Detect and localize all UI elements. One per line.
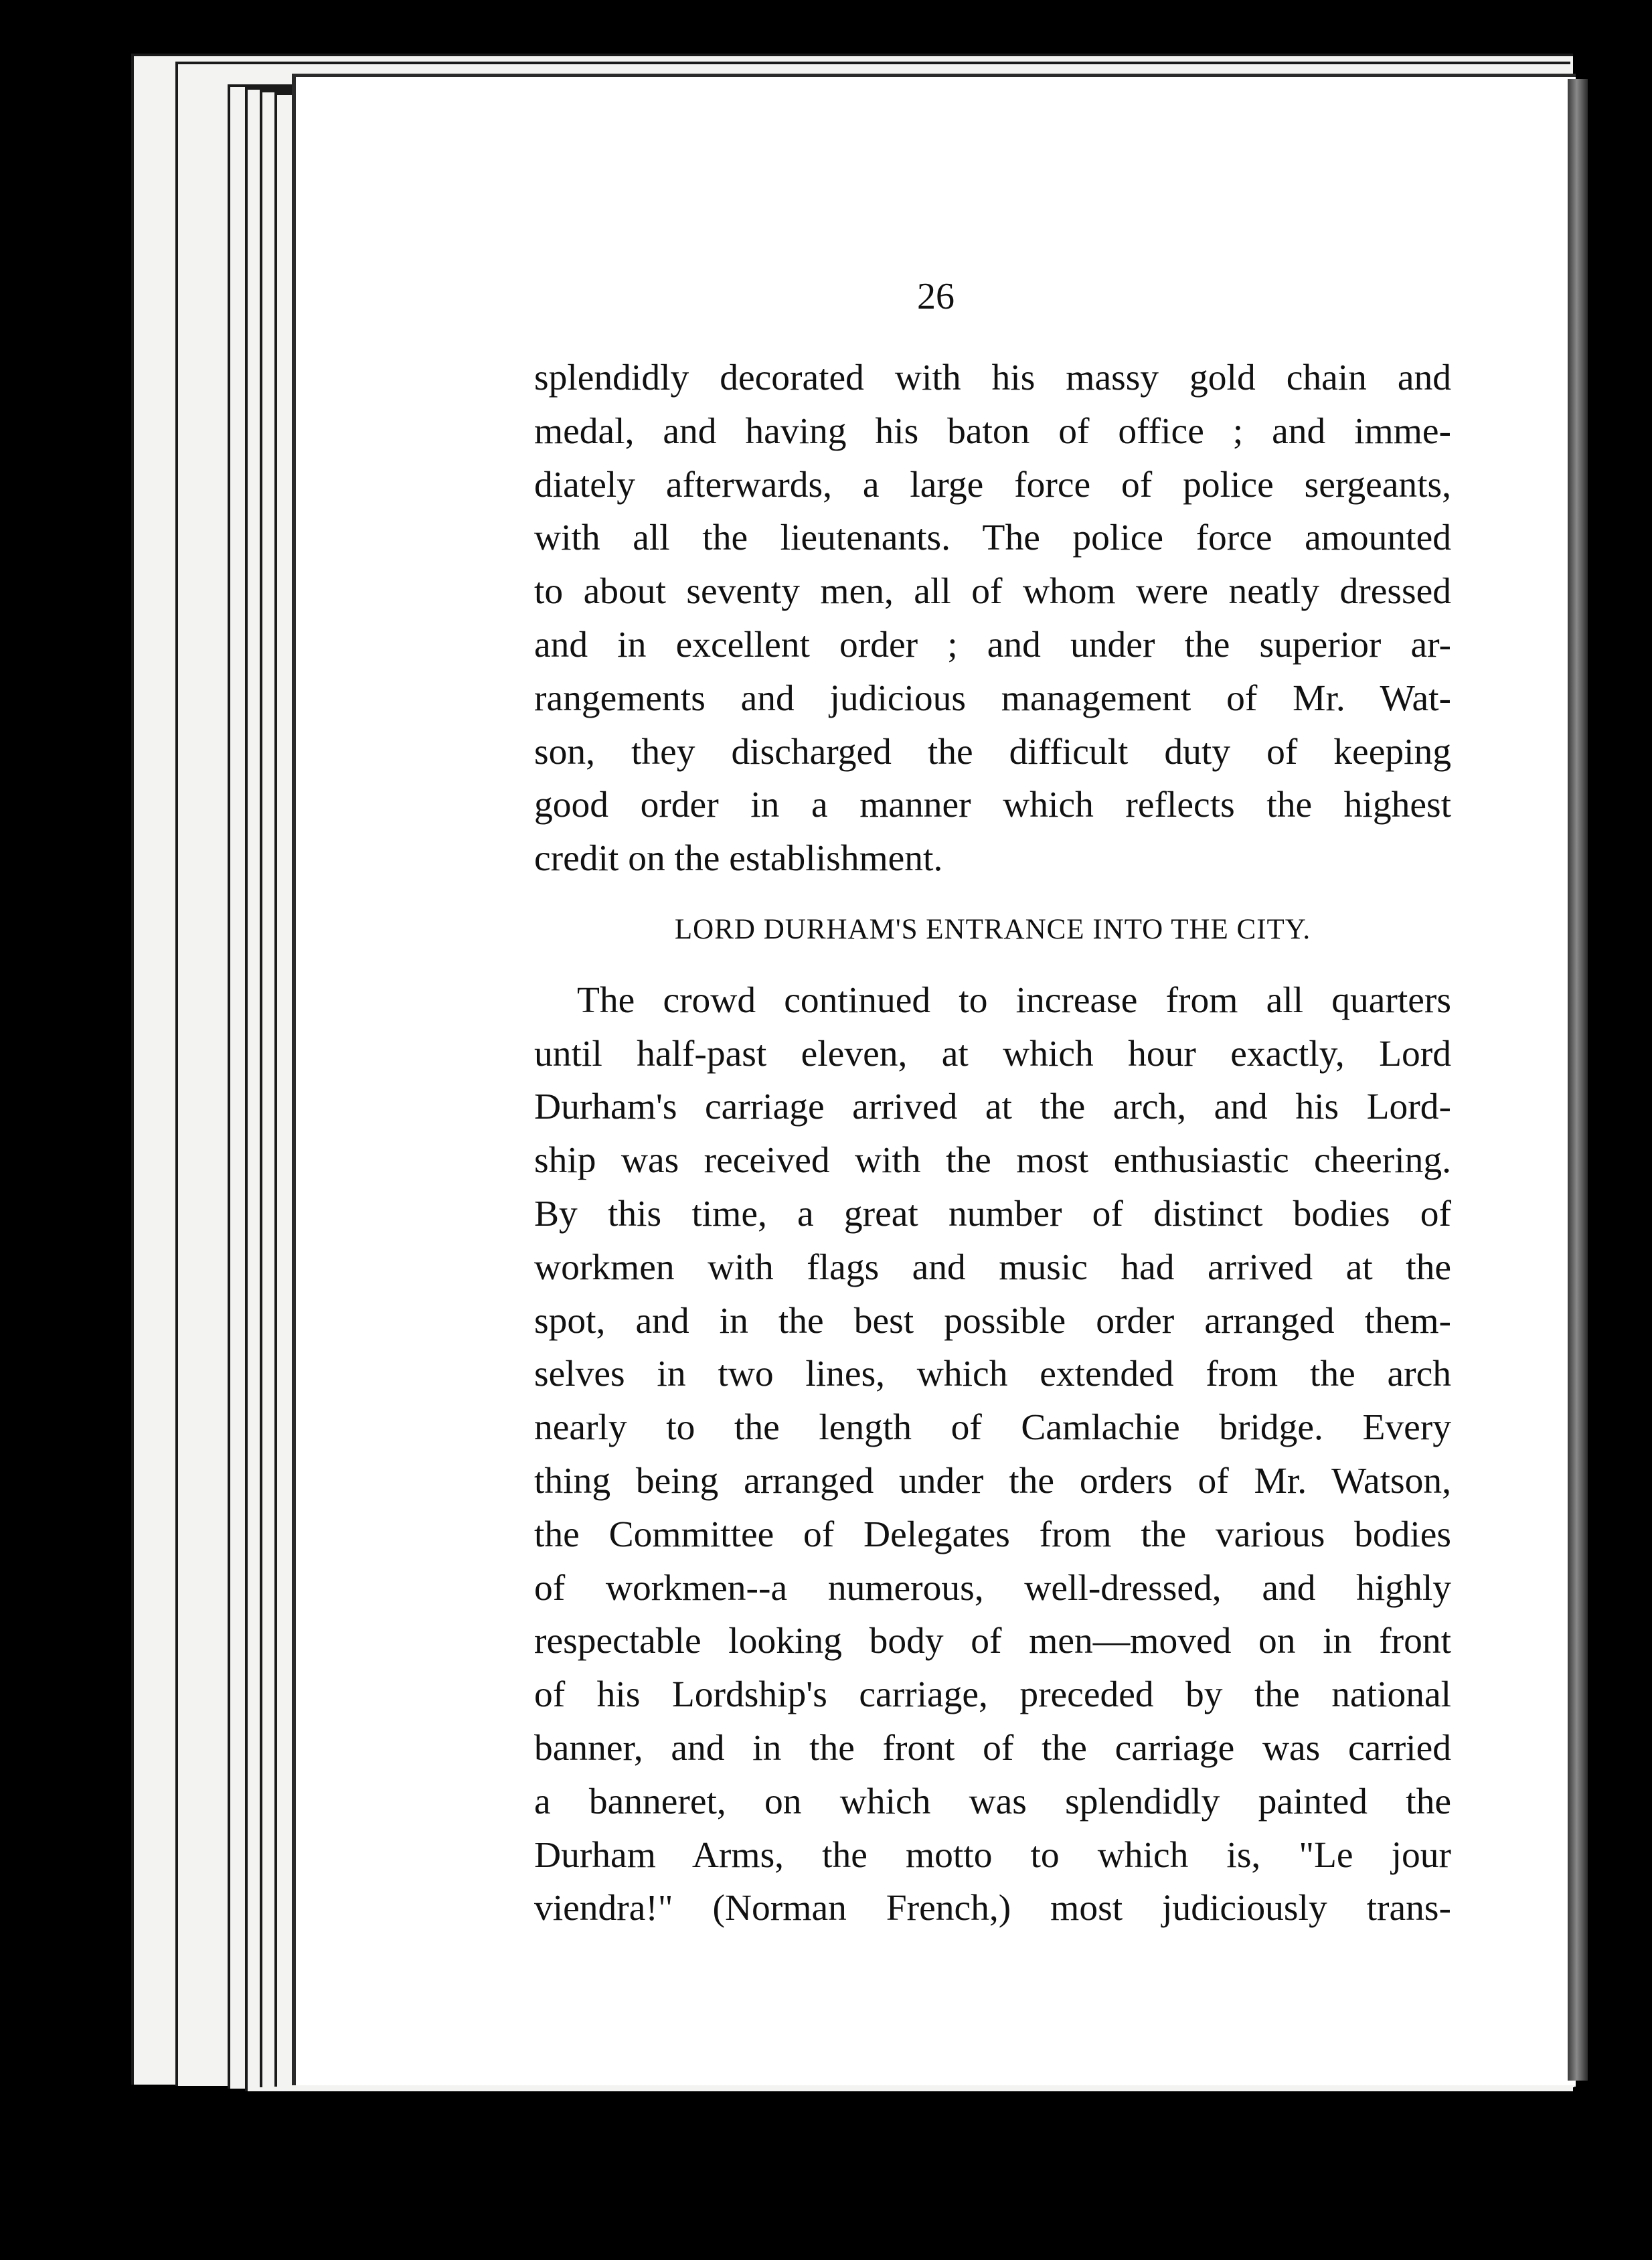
text-line: to about seventy men, all of whom were neatly dressed: [534, 571, 1451, 613]
text-line: of his Lordship's carriage, preceded by the national: [534, 1674, 1451, 1716]
text-line: splendidly decorated with his massy gold chain and: [534, 357, 1451, 398]
text-line: diately afterwards, a large force of police sergeants,: [534, 464, 1451, 505]
text-line: Durham Arms, the motto to which is, "Le jour: [534, 1834, 1451, 1876]
section-heading: LORD DURHAM'S ENTRANCE INTO THE CITY.: [674, 913, 1311, 945]
text-line: banner, and in the front of the carriage was carried: [534, 1727, 1451, 1769]
text-line: spot, and in the best possible order arranged them-: [534, 1300, 1451, 1342]
text-line: medal, and having his baton of office ; and imme-: [534, 410, 1451, 452]
text-line: good order in a manner which reflects the highest: [534, 785, 1451, 826]
page-body: [534, 351, 1451, 1935]
paragraph-1: [534, 351, 1451, 886]
text-line: a banneret, on which was splendidly painted the: [534, 1781, 1451, 1822]
text-line: ship was received with the most enthusiastic cheering.: [534, 1140, 1451, 1182]
page-number: 26: [917, 276, 955, 317]
book-binding-shadow: [1568, 79, 1588, 2081]
text-line: rangements and judicious management of Mr. Wat-: [534, 677, 1451, 719]
text-line: viendra!" (Norman French,) most judiciously trans-: [534, 1888, 1451, 1929]
text-line: of workmen--a numerous, well-dressed, and highly: [534, 1567, 1451, 1609]
text-line: and in excellent order ; and under the superior ar-: [534, 624, 1451, 665]
text-line: with all the lieutenants. The police force amounted: [534, 517, 1451, 559]
text-line: thing being arranged under the orders of Mr. Watson,: [534, 1460, 1451, 1502]
text-line: nearly to the length of Camlachie bridge. Every: [534, 1407, 1451, 1449]
text-line: son, they discharged the difficult duty of keeping: [534, 731, 1451, 773]
text-line: By this time, a great number of distinct bodies of: [534, 1193, 1451, 1234]
text-line: Durham's carriage arrived at the arch, and his Lord-: [534, 1086, 1451, 1128]
text-line: selves in two lines, which extended from the arch: [534, 1354, 1451, 1395]
paragraph-2: [534, 974, 1451, 1935]
text-line: until half-past eleven, at which hour exactly, Lord: [534, 1033, 1451, 1074]
text-line: the Committee of Delegates from the various bodies: [534, 1514, 1451, 1555]
book-page: [292, 74, 1576, 2085]
text-line: respectable looking body of men—moved on in front: [534, 1621, 1451, 1662]
text-line: credit on the establishment.: [534, 838, 943, 880]
text-line: The crowd continued to increase from all quarters: [577, 979, 1451, 1021]
text-line: workmen with flags and music had arrived at the: [534, 1246, 1451, 1288]
